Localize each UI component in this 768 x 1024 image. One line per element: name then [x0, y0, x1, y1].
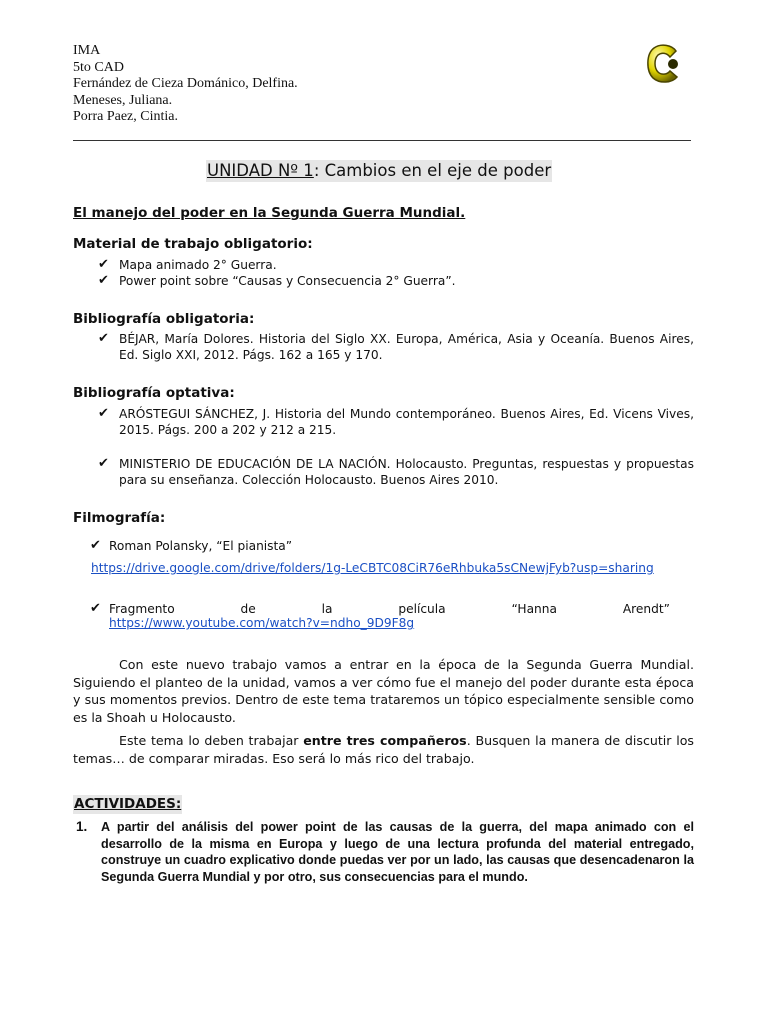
unit-subject: : Cambios en el eje de poder: [313, 161, 552, 180]
activity-text: A partir del análisis del power point de las causas de la guerra, del mapa animado con el desarrollo de la misma en Europa y luego de una lectura profunda del material entregado, construye un cuadro explicativo donde puedas ver por un lado, las causas que desencadenaron la Segunda Guerra Mundial y por otro, sus consecuencias para el mundo.: [101, 820, 694, 884]
course-name: 5to CAD: [73, 59, 124, 75]
unit-title: [206, 160, 552, 182]
activity-item: [76, 819, 694, 885]
school-name: IMA: [73, 43, 101, 58]
material-list: [98, 257, 694, 289]
group-paragraph: Este tema lo deben trabajar entre tres compañeros. Busquen la manera de discutir los temas… de comparar miradas. Eso será lo más rico del trabajo.: [73, 733, 694, 766]
bib-optativa-heading: Bibliografía optativa:: [73, 385, 235, 401]
unit-number: UNIDAD Nº 1: [207, 161, 314, 180]
check-icon: ✔: [90, 601, 101, 616]
check-icon: ✔: [90, 538, 101, 553]
material-heading: Material de trabajo obligatorio:: [73, 236, 313, 252]
author-2: Meneses, Juliana.: [73, 92, 173, 108]
list-item: ✔ Power point sobre “Causas y Consecuencia 2° Guerra”.: [98, 273, 456, 288]
filmografia-heading: Filmografía:: [73, 510, 166, 526]
activity-number: 1.: [76, 819, 88, 834]
author-3: Porra Paez, Cintia.: [73, 109, 178, 124]
author-1: Fernández de Cieza Dománico, Delfina.: [73, 76, 298, 91]
film-1: [90, 538, 694, 554]
list-item: ✔ BÉJAR, María Dolores. Historia del Siglo XX. Europa, América, Asia y Oceanía. Buenos Aires, Ed. Siglo XXI, 2012. Págs. 162 a 165 y 170.: [98, 331, 694, 362]
list-item: ✔ MINISTERIO DE EDUCACIÓN DE LA NACIÓN. Holocausto. Preguntas, respuestas y propuestas para su enseñanza. Colección Holocausto. Buenos Aires 2010.: [98, 456, 694, 487]
check-icon: ✔: [98, 331, 109, 346]
film-2: [90, 601, 694, 617]
film-2-link[interactable]: https://www.youtube.com/watch?v=ndho_9D9F8g: [109, 616, 415, 630]
group-size-emphasis: entre tres compañeros: [303, 733, 467, 748]
activities-heading: ACTIVIDADES:: [74, 796, 182, 812]
check-icon: ✔: [98, 406, 109, 421]
main-heading: El manejo del poder en la Segunda Guerra Mundial.: [73, 205, 466, 221]
list-item: ✔ Mapa animado 2° Guerra.: [98, 257, 277, 272]
check-icon: ✔: [98, 257, 109, 272]
film-2-title: Fragmento de la película “Hanna Arendt”: [109, 602, 670, 616]
author-block: [73, 43, 298, 126]
list-item: ✔ ARÓSTEGUI SÁNCHEZ, J. Historia del Mundo contemporáneo. Buenos Aires, Ed. Vicens Vives, 2015. Págs. 200 a 202 y 212 a 215.: [98, 406, 694, 437]
bib-obligatoria-heading: Bibliografía obligatoria:: [73, 311, 255, 327]
bib-optativa-list: [98, 406, 694, 488]
check-icon: ✔: [98, 456, 109, 471]
film-1-link[interactable]: https://drive.google.com/drive/folders/1g-LeCBTC08CiR76eRhbuka5sCNewjFyb?usp=sharing: [91, 561, 654, 575]
logo-c-icon: [643, 42, 683, 84]
list-item: [90, 601, 694, 617]
bib-obligatoria-list: [98, 331, 694, 363]
list-item: [90, 538, 694, 554]
intro-paragraph: Con este nuevo trabajo vamos a entrar en la época de la Segunda Guerra Mundial. Siguiendo el planteo de la unidad, vamos a ver cómo fue el manejo del poder durante esta época y sus momentos previos. Dentro de este tema trataremos un tópico especialmente sensible como es la Shoah u Holocausto.: [73, 657, 694, 725]
check-icon: ✔: [98, 273, 109, 288]
film-1-title: Roman Polansky, “El pianista”: [109, 539, 293, 553]
header-divider: [73, 140, 691, 141]
